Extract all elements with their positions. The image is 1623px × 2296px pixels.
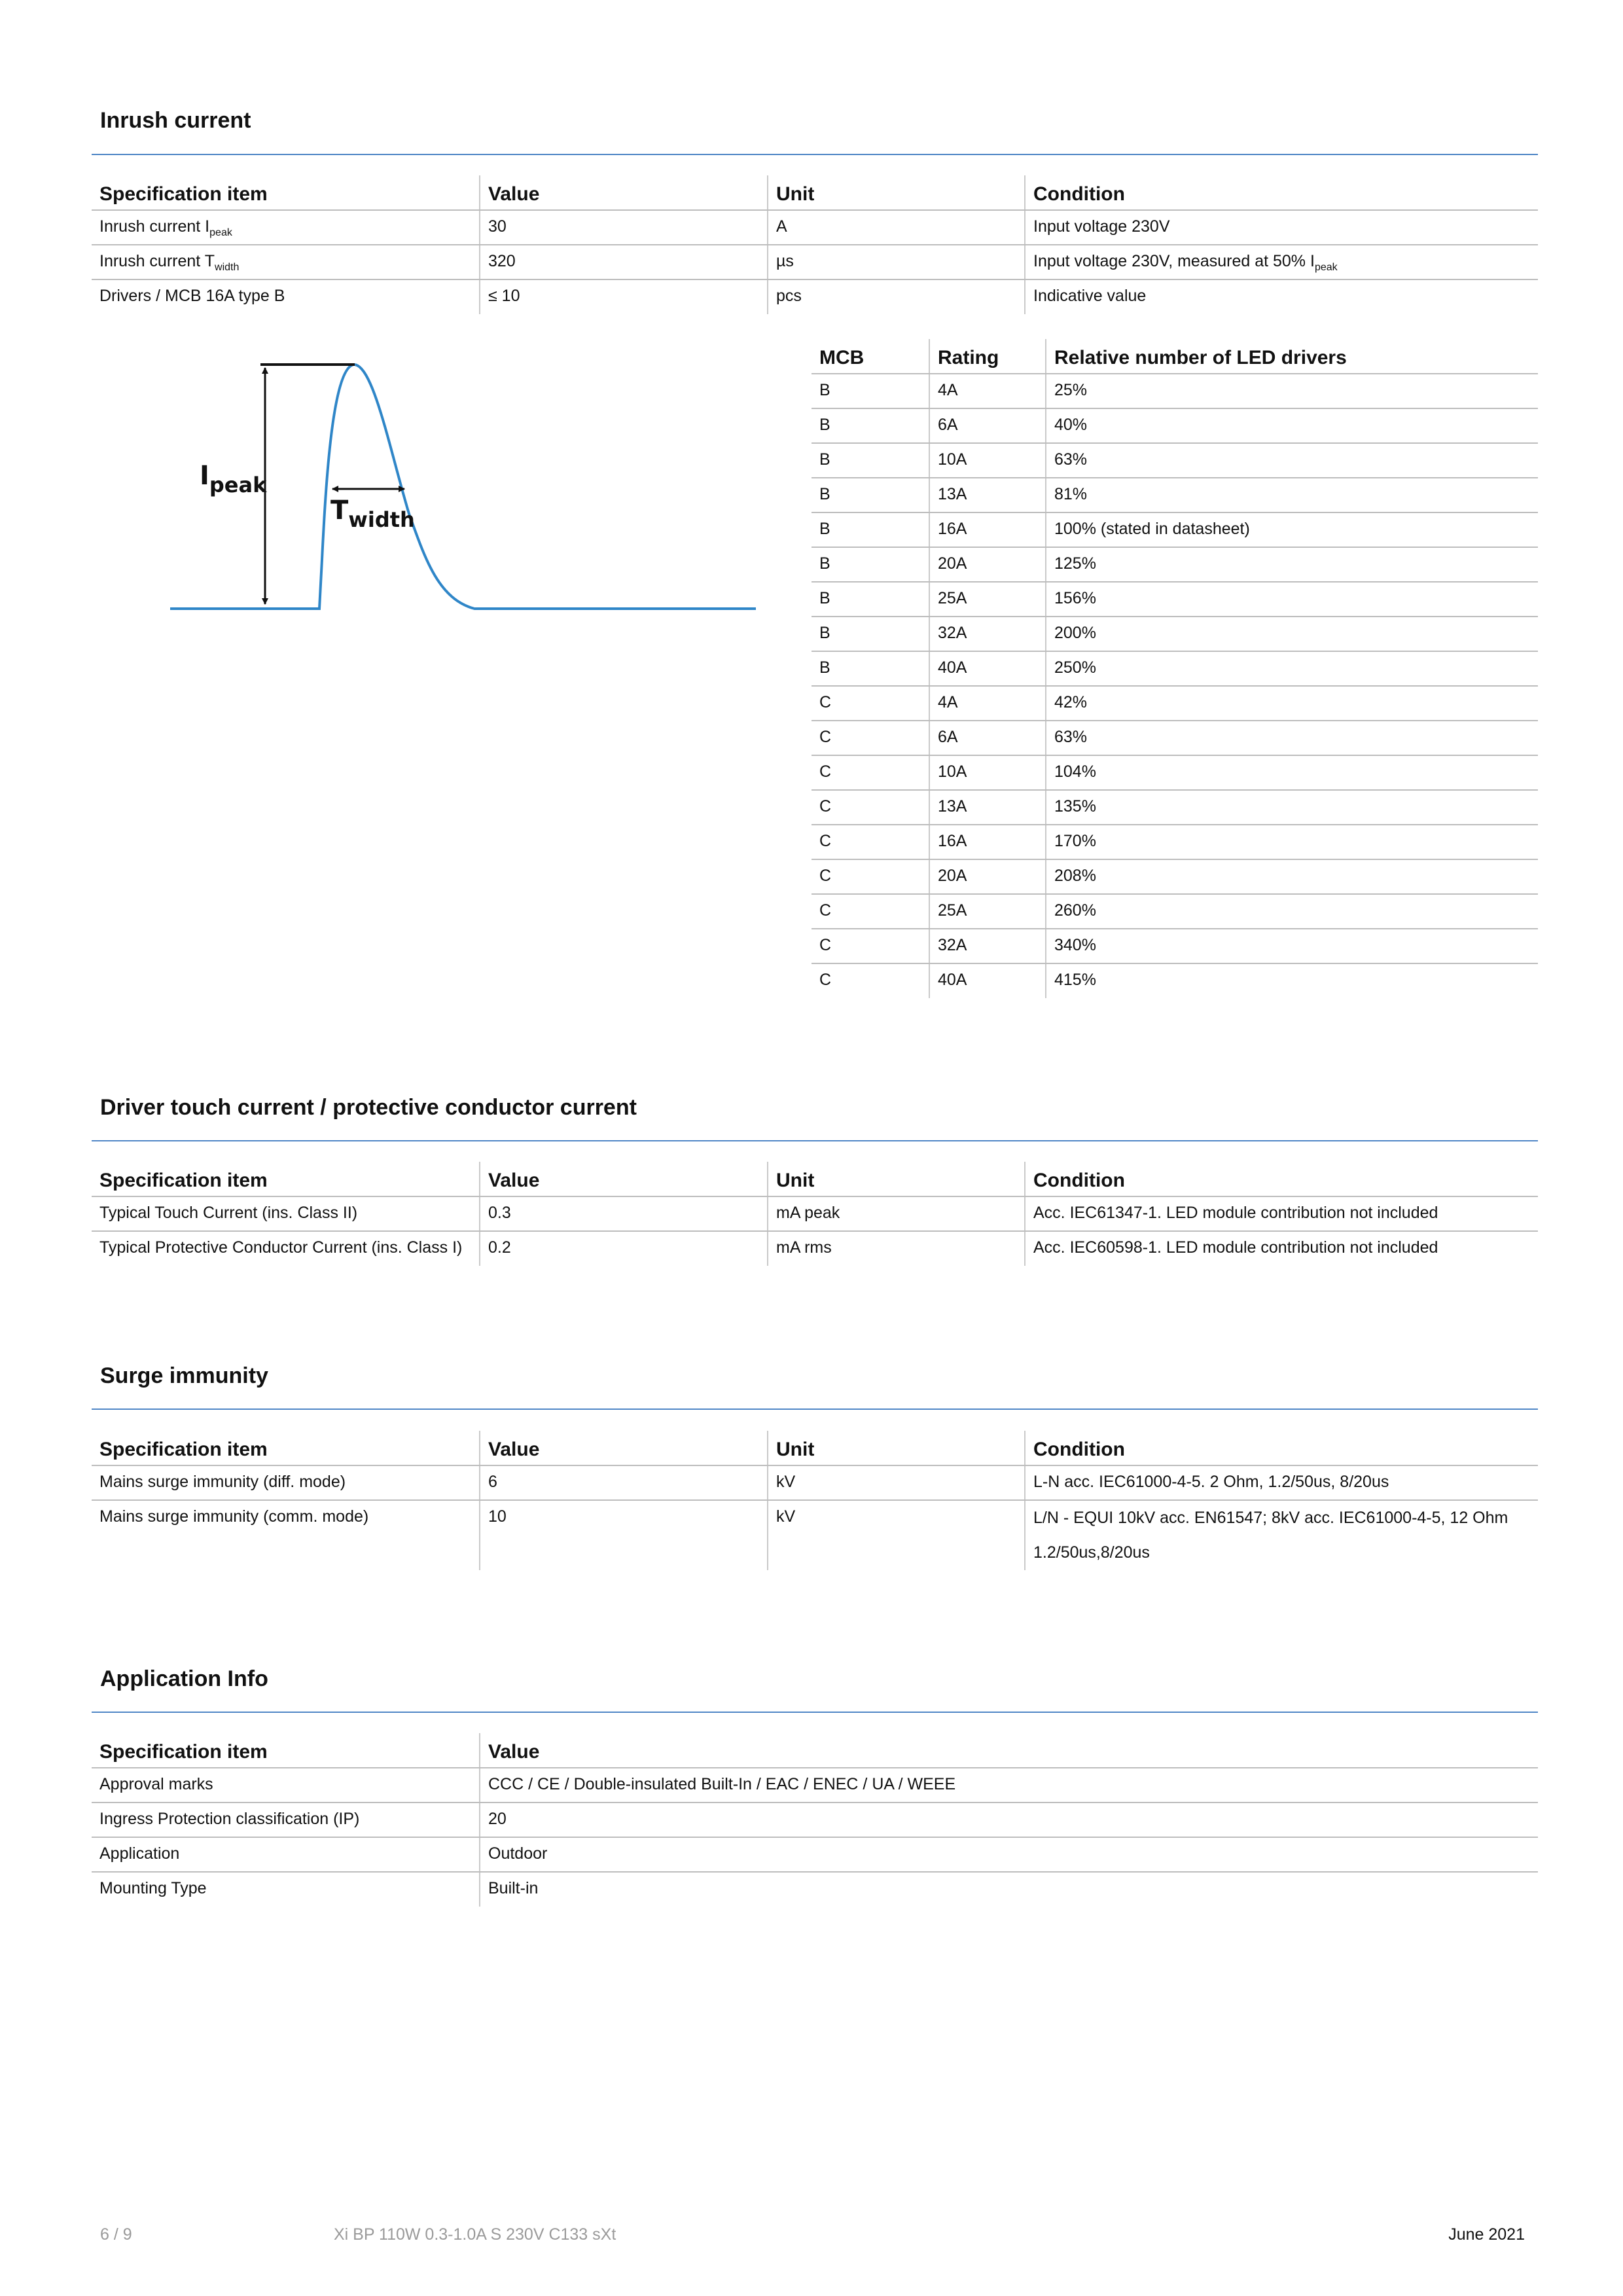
column-header: Condition bbox=[1025, 175, 1538, 210]
table-row bbox=[812, 929, 1538, 963]
rating-cell: 6A bbox=[929, 408, 1046, 443]
page-number: 6 / 9 bbox=[100, 2225, 132, 2244]
spec-item-cell: Typical Touch Current (ins. Class II) bbox=[92, 1196, 480, 1231]
unit-cell: mA peak bbox=[768, 1196, 1025, 1231]
value-cell: 0.2 bbox=[480, 1231, 768, 1266]
mcb-type-cell: C bbox=[812, 721, 929, 755]
rating-cell: 25A bbox=[929, 582, 1046, 617]
table-row bbox=[812, 374, 1538, 408]
column-header: Condition bbox=[1025, 1162, 1538, 1196]
value-cell: 320 bbox=[480, 245, 768, 279]
application-info-table bbox=[92, 1733, 1538, 1907]
column-header: Specification item bbox=[92, 1431, 480, 1465]
section-title-application-info: Application Info bbox=[100, 1666, 268, 1691]
table-row bbox=[92, 245, 1538, 279]
table-row bbox=[92, 1196, 1538, 1231]
column-header: Unit bbox=[768, 1431, 1025, 1465]
mcb-type-cell: B bbox=[812, 443, 929, 478]
mcb-type-cell: C bbox=[812, 825, 929, 859]
rating-cell: 16A bbox=[929, 512, 1046, 547]
rating-cell: 20A bbox=[929, 859, 1046, 894]
spec-item-cell: Application bbox=[92, 1837, 480, 1872]
spec-item-cell: Inrush current $I_{peak}$ bbox=[92, 210, 480, 245]
mcb-type-cell: C bbox=[819, 971, 832, 989]
relative-drivers-cell: 63% bbox=[1046, 443, 1538, 478]
condition-cell: Indicative value bbox=[1025, 279, 1538, 314]
section-divider bbox=[92, 154, 1538, 155]
relative-drivers-cell: 156% bbox=[1046, 582, 1538, 617]
value-cell: 20 bbox=[480, 1803, 1538, 1837]
table-row bbox=[812, 547, 1538, 582]
spec-item-cell: Mounting Type bbox=[99, 1879, 207, 1897]
table-row bbox=[812, 512, 1538, 547]
section-title-surge-immunity: Surge immunity bbox=[100, 1363, 268, 1388]
rating-cell: 10A bbox=[929, 443, 1046, 478]
mcb-type-cell: B bbox=[812, 408, 929, 443]
mcb-type-cell: C bbox=[812, 790, 929, 825]
mcb-table bbox=[812, 339, 1538, 998]
rating-cell: 32A bbox=[929, 617, 1046, 651]
relative-drivers-cell: 208% bbox=[1046, 859, 1538, 894]
column-header: Rating bbox=[929, 339, 1046, 374]
column-header: Specification item bbox=[92, 1162, 480, 1196]
relative-drivers-cell: 250% bbox=[1046, 651, 1538, 686]
column-header: Relative number of LED drivers bbox=[1046, 339, 1538, 374]
unit-cell: pcs bbox=[768, 279, 1025, 314]
relative-drivers-cell: 104% bbox=[1046, 755, 1538, 790]
spec-item-cell: Ingress Protection classification (IP) bbox=[92, 1803, 480, 1837]
relative-drivers-cell: 25% bbox=[1046, 374, 1538, 408]
table-row bbox=[92, 210, 1538, 245]
rating-cell: 16A bbox=[929, 825, 1046, 859]
table-header-row bbox=[92, 1733, 1538, 1768]
table-row bbox=[812, 894, 1538, 929]
document-date: June 2021 bbox=[1448, 2225, 1525, 2244]
mcb-type-cell: B bbox=[812, 651, 929, 686]
mcb-type-cell: C bbox=[812, 929, 929, 963]
value-cell: 10 bbox=[480, 1500, 768, 1570]
table-row bbox=[812, 478, 1538, 512]
table-row bbox=[812, 755, 1538, 790]
rating-cell: 6A bbox=[929, 721, 1046, 755]
condition-cell: Acc. IEC61347-1. LED module contribution not included bbox=[1025, 1196, 1538, 1231]
rating-cell: 10A bbox=[929, 755, 1046, 790]
inrush-spec-table bbox=[92, 175, 1538, 314]
relative-drivers-cell: 100% (stated in datasheet) bbox=[1046, 512, 1538, 547]
unit-cell: µs bbox=[768, 245, 1025, 279]
rating-cell: 40A bbox=[929, 963, 1046, 998]
spec-item-cell: Approval marks bbox=[92, 1768, 480, 1803]
spec-item-cell: Typical Protective Conductor Current (ins. Class I) bbox=[99, 1238, 463, 1257]
column-header: Value bbox=[480, 1733, 1538, 1768]
value-cell: CCC / CE / Double-insulated Built-In / EAC / ENEC / UA / WEEE bbox=[480, 1768, 1538, 1803]
table-row bbox=[812, 617, 1538, 651]
table-row bbox=[812, 825, 1538, 859]
table-row bbox=[92, 1803, 1538, 1837]
table-row bbox=[812, 651, 1538, 686]
section-divider bbox=[92, 1408, 1538, 1410]
ipeak-label: $I_{peak}$ bbox=[200, 461, 267, 497]
product-name: Xi BP 110W 0.3-1.0A S 230V C133 sXt bbox=[334, 2225, 616, 2244]
rating-cell: 40A bbox=[929, 651, 1046, 686]
rating-cell: 4A bbox=[929, 374, 1046, 408]
condition-cell: Input voltage 230V, measured at 50% $I_{peak}$ bbox=[1025, 245, 1538, 279]
column-header: Value bbox=[480, 1431, 768, 1465]
relative-drivers-cell: 135% bbox=[1046, 790, 1538, 825]
relative-drivers-cell: 81% bbox=[1046, 478, 1538, 512]
value-cell: Outdoor bbox=[480, 1837, 1538, 1872]
relative-drivers-cell: 200% bbox=[1046, 617, 1538, 651]
rating-cell: 20A bbox=[929, 547, 1046, 582]
table-row bbox=[92, 279, 1538, 314]
spec-item-cell: Mains surge immunity (comm. mode) bbox=[99, 1507, 369, 1526]
table-row bbox=[812, 790, 1538, 825]
column-header: Value bbox=[480, 1162, 768, 1196]
column-header: Condition bbox=[1025, 1431, 1538, 1465]
table-header-row bbox=[92, 1162, 1538, 1196]
value-cell: ≤ 10 bbox=[480, 279, 768, 314]
section-title-inrush: Inrush current bbox=[100, 108, 251, 133]
relative-drivers-cell: 125% bbox=[1046, 547, 1538, 582]
relative-drivers-cell: 40% bbox=[1046, 408, 1538, 443]
section-divider bbox=[92, 1712, 1538, 1713]
table-row bbox=[812, 582, 1538, 617]
table-row bbox=[812, 408, 1538, 443]
table-row bbox=[812, 721, 1538, 755]
column-header: MCB bbox=[812, 339, 929, 374]
unit-cell: kV bbox=[768, 1465, 1025, 1500]
relative-drivers-cell: 415% bbox=[1046, 963, 1538, 998]
mcb-type-cell: C bbox=[812, 894, 929, 929]
mcb-type-cell: B bbox=[812, 547, 929, 582]
rating-cell: 25A bbox=[929, 894, 1046, 929]
unit-cell: A bbox=[768, 210, 1025, 245]
condition-cell: L-N acc. IEC61000-4-5. 2 Ohm, 1.2/50us, 8/20us bbox=[1025, 1465, 1538, 1500]
mcb-type-cell: B bbox=[812, 374, 929, 408]
table-row bbox=[92, 1837, 1538, 1872]
table-row bbox=[812, 686, 1538, 721]
column-header: Unit bbox=[768, 175, 1025, 210]
inrush-waveform-diagram bbox=[164, 350, 766, 625]
table-row bbox=[92, 1768, 1538, 1803]
mcb-type-cell: B bbox=[812, 582, 929, 617]
touch-current-table bbox=[92, 1162, 1538, 1266]
relative-drivers-cell: 170% bbox=[1046, 825, 1538, 859]
table-header-row bbox=[812, 339, 1538, 374]
mcb-type-cell: C bbox=[812, 686, 929, 721]
value-cell: 0.3 bbox=[480, 1196, 768, 1231]
relative-drivers-cell: 340% bbox=[1046, 929, 1538, 963]
twidth-label: $T_{width}$ bbox=[330, 495, 415, 532]
rating-cell: 13A bbox=[929, 478, 1046, 512]
table-row bbox=[92, 1465, 1538, 1500]
table-row bbox=[812, 859, 1538, 894]
condition-cell: Input voltage 230V bbox=[1025, 210, 1538, 245]
mcb-type-cell: C bbox=[812, 755, 929, 790]
condition-cell: L/N - EQUI 10kV acc. EN61547; 8kV acc. IEC61000-4-5, 12 Ohm 1.2/50us,8/20us bbox=[1025, 1500, 1538, 1570]
surge-immunity-table bbox=[92, 1431, 1538, 1570]
table-header-row bbox=[92, 1431, 1538, 1465]
column-header: Specification item bbox=[92, 1733, 480, 1768]
spec-item-cell: Inrush current $T_{width}$ bbox=[92, 245, 480, 279]
relative-drivers-cell: 63% bbox=[1046, 721, 1538, 755]
value-cell: 30 bbox=[480, 210, 768, 245]
table-header-row bbox=[92, 175, 1538, 210]
column-header: Specification item bbox=[92, 175, 480, 210]
relative-drivers-cell: 42% bbox=[1046, 686, 1538, 721]
column-header: Unit bbox=[768, 1162, 1025, 1196]
unit-cell: kV bbox=[768, 1500, 1025, 1570]
column-header: Value bbox=[480, 175, 768, 210]
value-cell: Built-in bbox=[480, 1872, 1538, 1907]
table-row bbox=[812, 443, 1538, 478]
mcb-type-cell: B bbox=[812, 617, 929, 651]
rating-cell: 4A bbox=[929, 686, 1046, 721]
section-title-touch-current: Driver touch current / protective conductor current bbox=[100, 1095, 637, 1120]
spec-item-cell: Mains surge immunity (diff. mode) bbox=[92, 1465, 480, 1500]
mcb-type-cell: B bbox=[812, 512, 929, 547]
section-divider bbox=[92, 1140, 1538, 1141]
relative-drivers-cell: 260% bbox=[1046, 894, 1538, 929]
value-cell: 6 bbox=[480, 1465, 768, 1500]
mcb-type-cell: B bbox=[812, 478, 929, 512]
table-row bbox=[92, 1231, 1538, 1266]
unit-cell: mA rms bbox=[768, 1231, 1025, 1266]
spec-item-cell: Drivers / MCB 16A type B bbox=[99, 287, 285, 305]
rating-cell: 13A bbox=[929, 790, 1046, 825]
condition-cell: Acc. IEC60598-1. LED module contribution not included bbox=[1025, 1231, 1538, 1266]
rating-cell: 32A bbox=[929, 929, 1046, 963]
mcb-type-cell: C bbox=[812, 859, 929, 894]
table-row bbox=[92, 1500, 1538, 1570]
table-row bbox=[812, 963, 1538, 998]
table-row bbox=[92, 1872, 1538, 1907]
